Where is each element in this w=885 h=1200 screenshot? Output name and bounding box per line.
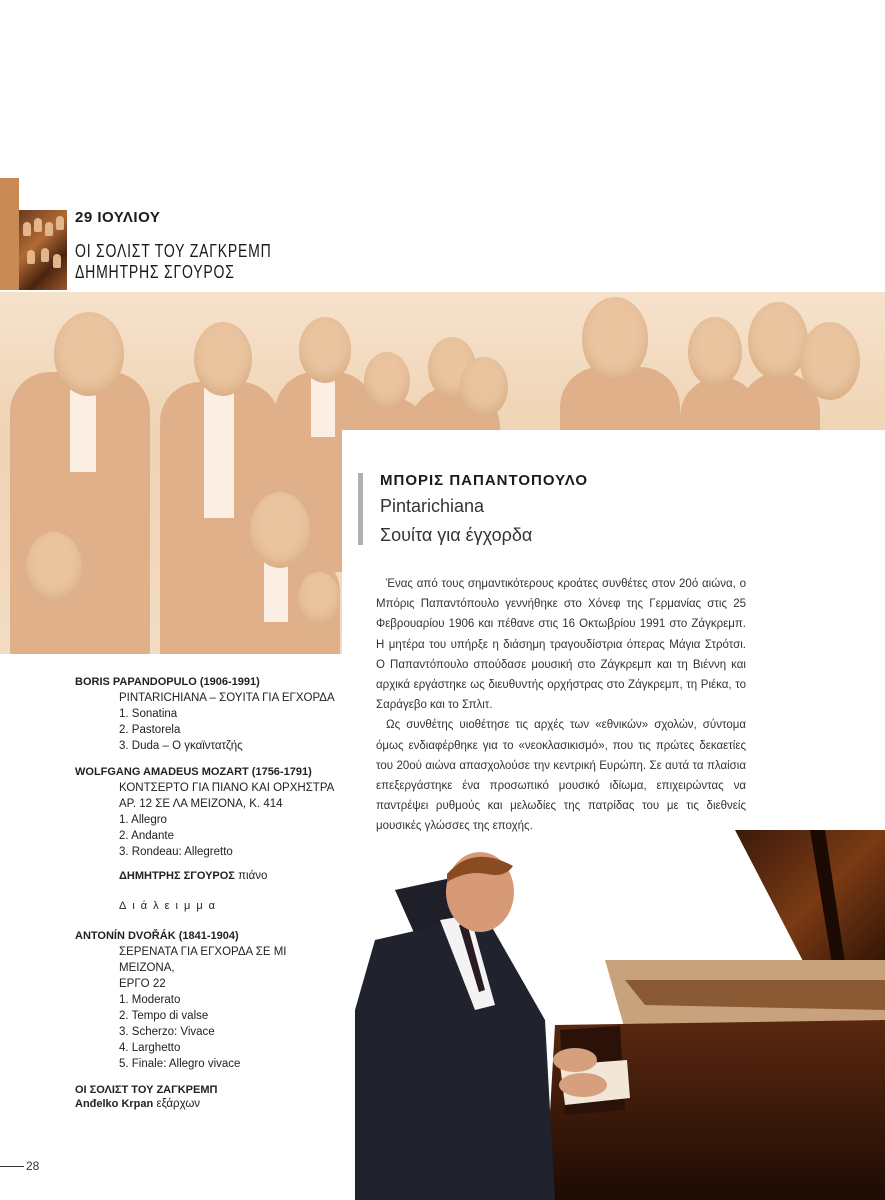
movement: 3. Scherzo: Vivace	[119, 1026, 215, 1038]
interval-label: Διάλειμμα	[119, 900, 222, 912]
program-composer: BORIS PAPANDOPULO (1906-1991)	[75, 676, 260, 688]
concert-date: 29 ΙΟΥΛΙΟΥ	[75, 209, 161, 226]
work-title: Pintarichiana	[380, 496, 485, 516]
program-work: ΚΟΝΤΣΕΡΤΟ ΓΙΑ ΠΙΑΝΟ ΚΑΙ ΟΡΧΗΣΤΡΑ	[119, 782, 335, 794]
concert-program	[75, 676, 345, 1110]
footer-rule	[0, 1166, 24, 1167]
movement: 3. Duda – O γκαϊντατζής	[119, 740, 243, 752]
movement: 2. Andante	[119, 830, 174, 842]
program-block-mozart	[75, 766, 345, 882]
movement: 5. Finale: Allegro vivace	[119, 1058, 241, 1070]
concert-title-line2: ΔΗΜΗΤΡΗΣ ΣΓΟΥΡΟΣ	[75, 262, 235, 282]
movement: 1. Allegro	[119, 814, 167, 826]
page-number: 28	[26, 1159, 40, 1173]
leader-role: εξάρχων	[156, 1098, 201, 1110]
bio-paragraph-2: Ως συνθέτης υιοθέτησε τις αρχές των «εθνικών» σχολών, σύντομα όμως ενδιαφέρθηκε για το «νεοκλασικισμό», που τις πρώτες δεκαετίες του 20ού αιώνα απασχολούσε την κεντρική Ευρώπη. Σε αυτά τα πλαίσια επεξεργάστηκε ένα προσωπικό μουσικό ιδίωμα, επιχειρώντας να παντρέψει ρυθμούς και μελωδίες της πατρίδας του με τις διεθνείς μουσικές γλώσσες της εποχής.	[376, 719, 746, 833]
pianist-photo	[355, 830, 885, 1200]
program-composer: WOLFGANG AMADEUS MOZART (1756-1791)	[75, 766, 312, 778]
bio-paragraph-1: Ένας από τους σημαντικότερους κροάτες συνθέτες στον 20ό αιώνα, ο Μπόρις Παπαντόπουλο γεννήθηκε στο Χόνεφ της Γερμανίας στις 25 Φεβρουαρίου 1906 και πέθανε στις 16 Οκτωβρίου 1991 στο Ζάγκρεμπ. Η μητέρα του υπήρξε η διάσημη τραγουδίστρια όπερας Μάγια Στρότσι. Ο Παπαντόπουλο σπούδασε μουσική στο Ζάγκρεμπ και τη Βιέννη και αρχικά εργάστηκε ως διευθυντής ορχήστρας στο Ζάγκρεμπ, τη Ριέκα, το Σαράγεβο και το Σπλιτ.	[376, 578, 746, 712]
ensemble-thumbnail	[19, 210, 67, 290]
movement: 4. Larghetto	[119, 1042, 181, 1054]
movement: 2. Tempo di valse	[119, 1010, 209, 1022]
concert-title-line1: ΟΙ ΣΟΛΙΣΤ ΤΟΥ ΖΑΓΚΡΕΜΠ	[75, 241, 272, 261]
program-composer: ANTONÍN DVOŘÁK (1841-1904)	[75, 930, 239, 942]
program-work-cont: ΑΡ. 12 ΣΕ ΛΑ ΜΕΙΖΟΝΑ, Κ. 414	[119, 798, 283, 810]
program-block-dvorak	[75, 930, 345, 1072]
soloist-instrument: πιάνο	[238, 870, 268, 882]
heading-rule	[358, 473, 363, 545]
movement: 1. Moderato	[119, 994, 181, 1006]
leader-name: Anđelko Krpan	[75, 1098, 154, 1110]
leader	[75, 1098, 345, 1110]
program-work: ΣΕΡΕΝΑΤΑ ΓΙΑ ΕΓΧΟΡΔΑ ΣΕ ΜΙ ΜΕΙΖΟΝΑ,	[119, 946, 287, 974]
program-block-papandopulo	[75, 676, 345, 754]
ensemble-name: ΟΙ ΣΟΛΙΣΤ ΤΟΥ ΖΑΓΚΡΕΜΠ	[75, 1084, 218, 1096]
composer-heading: ΜΠΟΡΙΣ ΠΑΠΑΝΤΟΠΟΥΛΟ	[380, 472, 589, 489]
soloist-name: ΔΗΜΗΤΡΗΣ ΣΓΟΥΡΟΣ	[119, 870, 235, 882]
program-work: PINTARICHIANA – ΣΟΥΙΤΑ ΓΙΑ ΕΓΧΟΡΔΑ	[119, 692, 335, 704]
movement: 2. Pastorela	[119, 724, 181, 736]
work-subtitle: Σουίτα για έγχορδα	[380, 525, 533, 545]
accent-bar	[0, 178, 19, 290]
soloist	[119, 870, 345, 882]
movement: 3. Rondeau: Allegretto	[119, 846, 233, 858]
program-work-cont: ΕΡΓΟ 22	[119, 978, 166, 990]
movement: 1. Sonatina	[119, 708, 178, 720]
composer-bio	[376, 574, 746, 837]
